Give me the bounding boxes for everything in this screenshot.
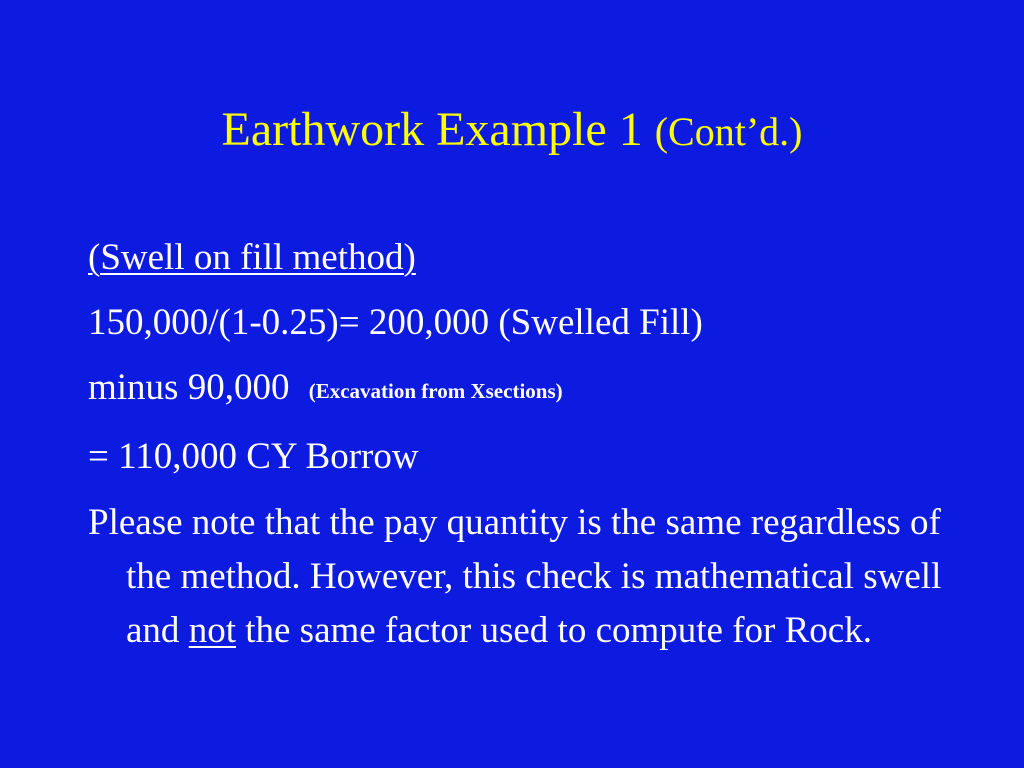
minus-note: (Excavation from Xsections) xyxy=(308,379,563,403)
slide-body xyxy=(88,232,948,658)
slide-title-sub: (Cont’d.) xyxy=(654,109,803,154)
slide-title xyxy=(0,100,1024,162)
note-paragraph xyxy=(88,496,948,658)
method-heading-line xyxy=(88,232,948,283)
minus-line xyxy=(88,362,948,417)
note-part1: Please note that the pay quantity is the same regardless of the method. However, this check is mathematical swell and xyxy=(88,502,942,651)
method-heading: (Swell on fill method) xyxy=(88,237,416,278)
note-emphasis: not xyxy=(188,610,236,651)
result-line: = 110,000 CY Borrow xyxy=(88,436,419,477)
minus-value: minus 90,000 xyxy=(88,367,290,408)
calc-line: 150,000/(1-0.25)= 200,000 (Swelled Fill) xyxy=(88,302,703,343)
slide-title-main: Earthwork Example 1 xyxy=(221,103,643,156)
note-part2: the same factor used to compute for Rock. xyxy=(235,610,872,651)
